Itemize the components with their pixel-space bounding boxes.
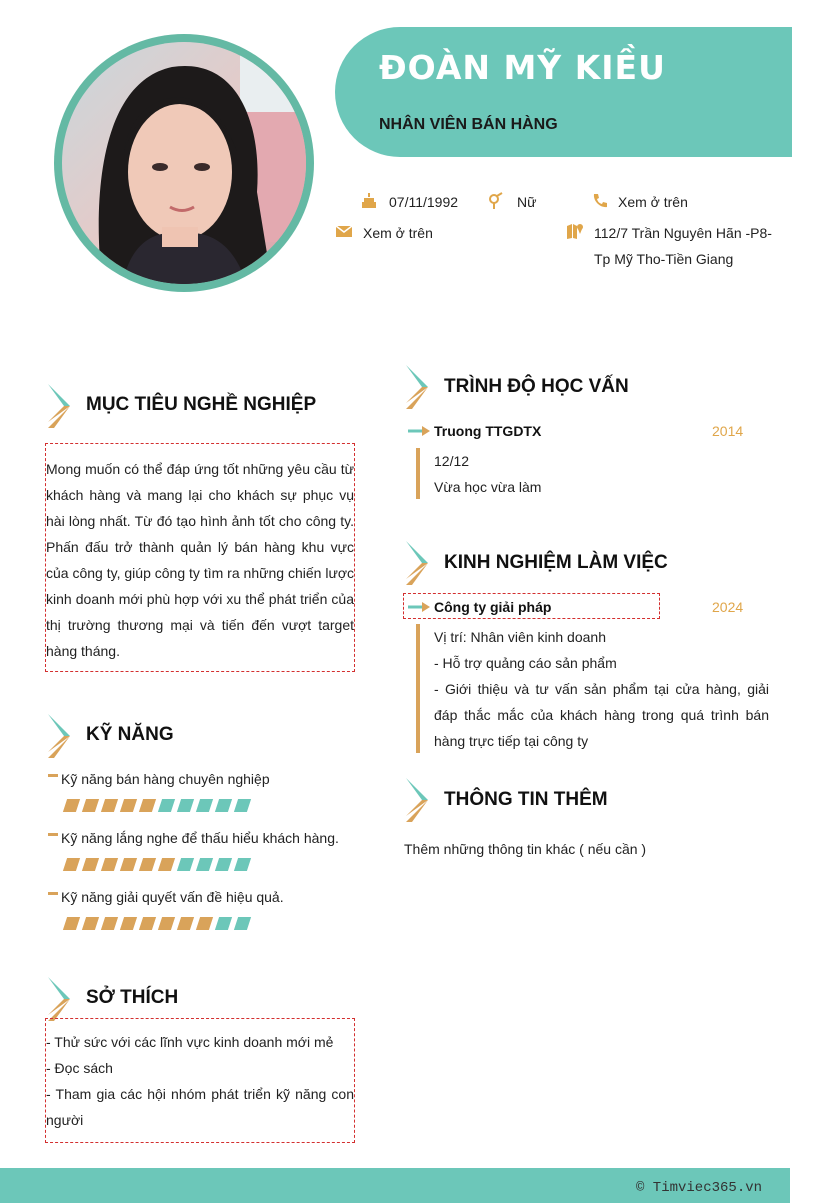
address-line2: Tp Mỹ Tho-Tiền Giang	[594, 251, 734, 267]
skill-label: Kỹ năng bán hàng chuyên nghiệp	[61, 771, 270, 787]
skill-rating-segment	[82, 799, 99, 812]
birthday-icon	[360, 192, 378, 215]
chevron-icon	[46, 714, 72, 763]
extra-title: THÔNG TIN THÊM	[444, 789, 608, 810]
career-goal-text: Mong muốn có thể đáp ứng tốt những yêu cầu từ khách hàng và mang lại cho khách sự phục vụ hài lòng nhất. Từ đó tạo hình ảnh tốt cho công ty. Phấn đấu trở thành quản lý bán hàng khu vực của công ty, giúp công ty tìm ra những chiến lược kinh doanh mới phù hợp với xu thể phát triển của thị trường thương mại và tiến đến vượt target hàng tháng.	[46, 461, 354, 659]
skill-rating-segment	[158, 917, 175, 930]
skill-rating	[65, 799, 255, 813]
experience-title: KINH NGHIỆM LÀM VIỆC	[444, 552, 668, 573]
email: Xem ở trên	[363, 225, 433, 241]
company-name: Công ty giải pháp	[434, 599, 552, 615]
skill-rating-segment	[63, 799, 80, 812]
arrow-icon	[408, 424, 430, 442]
skill-rating-segment	[139, 917, 156, 930]
skill-rating-segment	[120, 917, 137, 930]
chevron-icon	[404, 541, 430, 590]
skill-label: Kỹ năng giải quyết vấn đề hiệu quả.	[61, 889, 284, 905]
chevron-icon	[46, 384, 72, 433]
skill-rating-segment	[215, 799, 232, 812]
school-name: Truong TTGDTX	[434, 423, 542, 439]
extra-text: Thêm những thông tin khác ( nếu cần )	[404, 841, 647, 857]
address-line1: 112/7 Trần Nguyên Hãn -P8-	[594, 225, 772, 241]
chevron-icon	[404, 778, 430, 827]
skill-rating-segment	[63, 858, 80, 871]
skill-rating	[65, 917, 255, 931]
hobbies-box	[45, 1018, 355, 1143]
education-title: TRÌNH ĐỘ HỌC VẤN	[444, 376, 629, 397]
gender-icon	[487, 192, 505, 215]
arrow-icon	[408, 600, 430, 618]
skill-rating-segment	[177, 858, 194, 871]
skill-rating-segment	[158, 858, 175, 871]
experience-year: 2024	[712, 599, 744, 615]
skill-rating-segment	[82, 858, 99, 871]
gender: Nữ	[517, 194, 537, 210]
skill-bullet	[48, 833, 58, 836]
chevron-icon	[404, 365, 430, 414]
career-goal-title: MỤC TIÊU NGHỀ NGHIỆP	[86, 394, 317, 415]
skill-rating-segment	[101, 917, 118, 930]
education-line: 12/12	[434, 453, 470, 469]
skill-rating-segment	[215, 858, 232, 871]
name-banner	[335, 27, 792, 157]
education-year: 2014	[712, 423, 744, 439]
skill-rating-segment	[215, 917, 232, 930]
experience-line: - Giới thiệu và tư vấn sản phẩm tại cửa hàng, giải đáp thắc mắc của khách hàng trong quá trình bán hàng trực tiếp tại công ty	[434, 681, 769, 749]
skill-rating-segment	[120, 799, 137, 812]
experience-line: - Hỗ trợ quảng cáo sản phẩm	[434, 655, 617, 671]
email-icon	[335, 222, 353, 245]
skill-rating-segment	[196, 917, 213, 930]
education-timeline	[416, 448, 420, 499]
skill-rating-segment	[63, 917, 80, 930]
hobby-line: - Thử sức với các lĩnh vực kinh doanh mới mẻ	[46, 1034, 334, 1050]
career-goal-box	[45, 443, 355, 672]
skill-rating-segment	[158, 799, 175, 812]
skill-rating-segment	[101, 858, 118, 871]
skill-rating-segment	[196, 858, 213, 871]
phone-icon	[591, 192, 609, 215]
skill-rating-segment	[101, 799, 118, 812]
skill-rating-segment	[82, 917, 99, 930]
skill-rating-segment	[139, 799, 156, 812]
experience-timeline	[416, 624, 420, 753]
skill-rating	[65, 858, 255, 872]
job-title: NHÂN VIÊN BÁN HÀNG	[379, 116, 558, 133]
avatar	[62, 42, 306, 284]
skill-rating-segment	[196, 799, 213, 812]
hobbies-title: SỞ THÍCH	[86, 987, 179, 1008]
hobby-line: - Đọc sách	[46, 1060, 113, 1076]
skill-bullet	[48, 892, 58, 895]
skill-rating-segment	[234, 858, 251, 871]
skill-rating-segment	[139, 858, 156, 871]
skills-title: KỸ NĂNG	[86, 724, 174, 745]
skill-rating-segment	[234, 917, 251, 930]
skill-rating-segment	[234, 799, 251, 812]
skill-label: Kỹ năng lắng nghe để thấu hiểu khách hàng.	[61, 830, 339, 846]
education-line: Vừa học vừa làm	[434, 479, 542, 495]
skill-rating-segment	[120, 858, 137, 871]
phone: Xem ở trên	[618, 194, 688, 210]
experience-line: Vị trí: Nhân viên kinh doanh	[434, 629, 606, 645]
map-pin-icon	[566, 222, 584, 245]
hobby-line: - Tham gia các hội nhóm phát triển kỹ năng con người	[46, 1086, 354, 1128]
skill-bullet	[48, 774, 58, 777]
skill-rating-segment	[177, 799, 194, 812]
skill-rating-segment	[177, 917, 194, 930]
footer-brand: © Timviec365.vn	[636, 1180, 763, 1196]
candidate-name: ĐOÀN MỸ KIỀU	[379, 48, 666, 87]
birthday: 07/11/1992	[389, 194, 459, 210]
